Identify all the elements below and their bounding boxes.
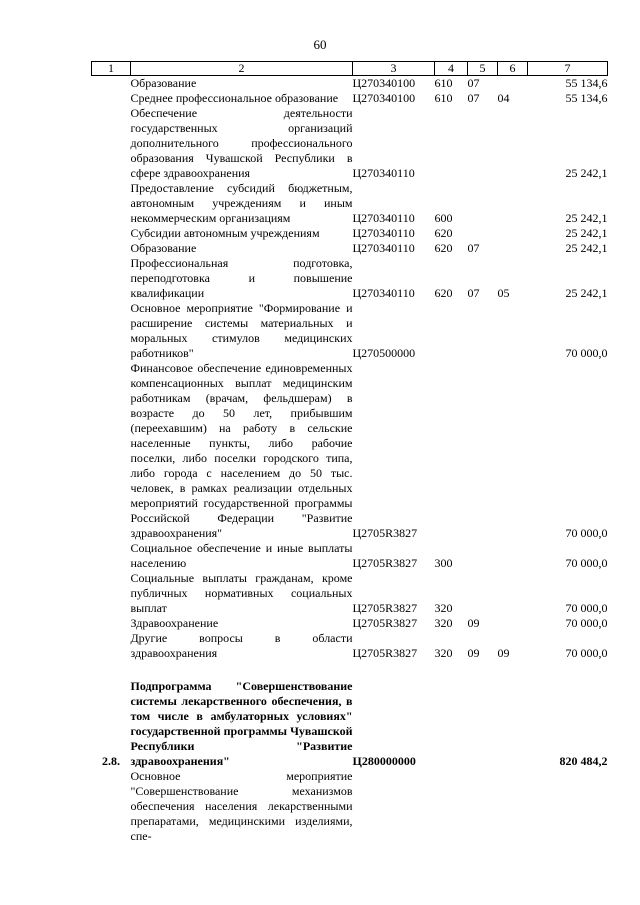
table-row	[92, 91, 608, 106]
cell-code: Ц270340110	[352, 226, 415, 240]
cell-code: Ц270340110	[352, 241, 415, 255]
cell-amount: 25 242,1	[565, 211, 608, 225]
cell-code: Ц270340110	[352, 211, 415, 225]
cell-c5	[468, 301, 498, 361]
cell-name: Образование	[130, 241, 197, 255]
table-row	[92, 541, 608, 571]
cell-amount: 70 000,0	[565, 616, 608, 630]
table-row	[92, 241, 608, 256]
cell-name: Основное мероприятие "Формирование и расширение системы материальных и моральных стимулов медицинских работников"	[130, 301, 353, 360]
cell-c6	[498, 361, 528, 541]
cell-c5: 07	[467, 286, 480, 300]
table-row	[92, 616, 608, 631]
cell-amount: 25 242,1	[565, 241, 608, 255]
column-header: 6	[498, 62, 528, 76]
budget-table	[91, 61, 608, 844]
cell-name: Другие вопросы в области здравоохранения	[130, 631, 353, 660]
cell-c5: 07	[467, 241, 480, 255]
cell-c6	[498, 301, 528, 361]
cell-code: Ц2705R3827	[352, 526, 418, 540]
cell-code: Ц270340110	[352, 166, 415, 180]
cell-c6	[498, 661, 528, 769]
cell-c4	[435, 769, 468, 844]
cell-amount: 70 000,0	[565, 346, 608, 360]
cell-c5: 09	[467, 616, 480, 630]
column-header: 5	[468, 62, 498, 76]
cell-code: Ц270340100	[352, 91, 416, 105]
cell-num	[92, 361, 131, 541]
cell-c5	[468, 106, 498, 181]
cell-c5	[468, 181, 498, 226]
cell-c6	[498, 541, 528, 571]
cell-amount: 25 242,1	[565, 226, 608, 240]
cell-c6: 04	[497, 91, 510, 105]
table-row	[92, 226, 608, 241]
cell-code: Ц270340110	[352, 286, 415, 300]
cell-num	[92, 541, 131, 571]
cell-num	[92, 571, 131, 616]
cell-c5	[468, 769, 498, 844]
cell-amount: 70 000,0	[565, 556, 608, 570]
cell-c5	[468, 661, 498, 769]
cell-code: Ц2705R3827	[352, 646, 418, 660]
page-number: 60	[313, 37, 327, 52]
cell-c5	[468, 361, 498, 541]
cell-name: Социальные выплаты гражданам, кроме публичных нормативных социальных выплат	[130, 571, 353, 615]
cell-num	[92, 106, 131, 181]
cell-c4: 600	[434, 211, 453, 225]
cell-name: Предоставление субсидий бюджетным, автономным учреждениям и иным некоммерческим организациям	[130, 181, 353, 225]
cell-c5	[468, 571, 498, 616]
cell-c4: 620	[434, 241, 453, 255]
cell-amount	[528, 769, 608, 844]
cell-amount: 55 134,6	[565, 76, 608, 90]
table-row	[92, 76, 608, 92]
cell-c4	[435, 661, 468, 769]
table-row	[92, 769, 608, 844]
cell-c6: 05	[497, 286, 510, 300]
table-header-row	[92, 62, 608, 76]
column-header: 4	[435, 62, 468, 76]
cell-code: Ц270500000	[352, 346, 416, 360]
cell-c4: 620	[434, 226, 453, 240]
cell-c6	[498, 769, 528, 844]
cell-amount: 70 000,0	[565, 646, 608, 660]
cell-num	[92, 301, 131, 361]
column-header: 7	[528, 62, 608, 76]
cell-code: Ц270340100	[352, 76, 416, 90]
cell-amount: 70 000,0	[565, 601, 608, 615]
cell-name: Финансовое обеспечение единовременных компенсационных выплат медицинским работникам (врачам, фельдшерам) в возрасте до 50 лет, прибывшим (переехавшим) на работу в сельские населенные пункты, либо рабочие поселки, либо поселки городского типа, либо города с населением до 50 тыс. человек, в рамках реализации отдельных мероприятий государственной программы Российской Федерации "Развитие здравоохранения"	[130, 361, 353, 540]
column-header: 2	[131, 62, 353, 76]
cell-c4: 320	[434, 601, 453, 615]
cell-code: Ц280000000	[352, 754, 416, 768]
cell-num	[92, 76, 131, 92]
cell-c6	[498, 76, 528, 92]
column-header: 1	[92, 62, 131, 76]
cell-amount: 70 000,0	[565, 526, 608, 540]
table-row	[92, 106, 608, 181]
cell-c6	[498, 616, 528, 631]
cell-c4: 320	[434, 616, 453, 630]
cell-num	[92, 256, 131, 301]
cell-amount: 25 242,1	[565, 166, 608, 180]
column-header: 3	[353, 62, 435, 76]
cell-c4: 300	[434, 556, 453, 570]
cell-amount: 55 134,6	[565, 91, 608, 105]
cell-c6	[498, 226, 528, 241]
cell-amount: 820 484,2	[559, 754, 608, 768]
cell-name: Социальное обеспечение и иные выплаты населению	[130, 541, 353, 570]
table-row	[92, 571, 608, 616]
cell-c6	[498, 181, 528, 226]
cell-name: Основное мероприятие "Совершенствование механизмов обеспечения населения лекарственными препаратами, медицинскими изделиями, спе-	[130, 769, 353, 843]
cell-num	[92, 181, 131, 226]
cell-num	[92, 631, 131, 661]
cell-c5	[468, 541, 498, 571]
cell-code: Ц2705R3827	[352, 556, 418, 570]
table-row	[92, 361, 608, 541]
cell-c4: 610	[434, 76, 453, 90]
cell-name: Подпрограмма "Совершенствование системы лекарственного обеспечения, в том числе в амбулаторных условиях" государственной программы Чувашской Республики "Развитие здравоохранения"	[130, 679, 353, 768]
cell-c5: 09	[467, 646, 480, 660]
cell-c4: 610	[434, 91, 453, 105]
cell-num	[92, 91, 131, 106]
cell-name: Среднее профессиональное образование	[130, 91, 339, 105]
cell-c6	[498, 571, 528, 616]
cell-name: Субсидии автономным учреждениям	[130, 226, 320, 240]
cell-amount: 25 242,1	[565, 286, 608, 300]
cell-name: Обеспечение деятельности государственных организаций дополнительного профессионального образования Чувашской Республики в сфере здравоохранения	[130, 106, 353, 180]
cell-num: 2.8.	[102, 754, 120, 768]
cell-code	[353, 769, 435, 844]
cell-name: Профессиональная подготовка, переподготовка и повышение квалификации	[130, 256, 353, 300]
table-row	[92, 256, 608, 301]
cell-c4	[435, 301, 468, 361]
table-row	[92, 661, 608, 769]
cell-name: Здравоохранение	[130, 616, 219, 630]
cell-c5	[468, 226, 498, 241]
cell-num	[92, 226, 131, 241]
table-row	[92, 301, 608, 361]
cell-num	[92, 769, 131, 844]
table-row	[92, 181, 608, 226]
cell-c4	[435, 361, 468, 541]
cell-c5: 07	[467, 91, 480, 105]
table-row	[92, 631, 608, 661]
cell-c6: 09	[497, 646, 510, 660]
cell-c4: 620	[434, 286, 453, 300]
cell-c6	[498, 241, 528, 256]
cell-c4: 320	[434, 646, 453, 660]
cell-name: Образование	[130, 76, 197, 90]
cell-num	[92, 241, 131, 256]
cell-code: Ц2705R3827	[352, 616, 418, 630]
cell-num	[92, 616, 131, 631]
cell-code: Ц2705R3827	[352, 601, 418, 615]
cell-c6	[498, 106, 528, 181]
cell-c4	[435, 106, 468, 181]
cell-c5: 07	[467, 76, 480, 90]
